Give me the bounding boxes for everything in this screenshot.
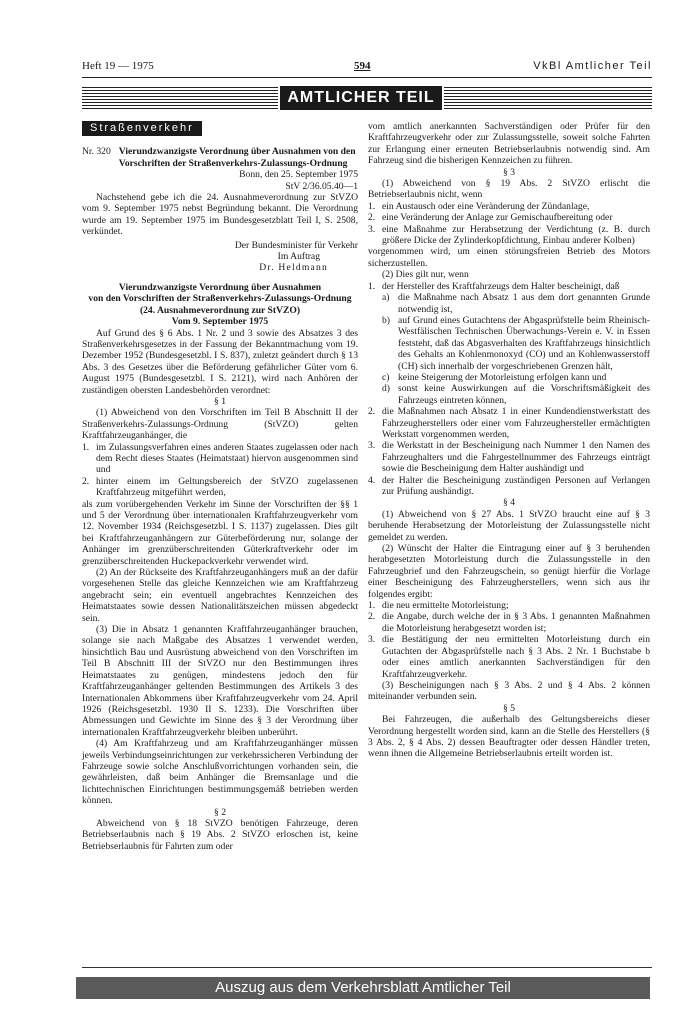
section-4-para-2: (2) Wünscht der Halter die Eintragung einer auf § 3 beruhenden herabgesetzten Motorleistung durch die Zulassungsstelle in den Fahrzeugbrief und den Fahrzeugschein, so genügt hierfür die Vorlage einer Bescheinigung des Fahrzeugherstellers, wenn sich aus ihr folgendes ergibt: (368, 543, 650, 600)
sub-item: c) keine Steigerung der Motorleistung erfolgen kann und (382, 371, 607, 383)
footer-rule (82, 967, 652, 968)
announcement-heading (82, 146, 358, 169)
section-5-heading: § 5 (503, 702, 515, 714)
signature-name: Dr. Heldmann (259, 262, 328, 274)
regulation-title-2: von den Vorschriften der Straßenverkehrs-Zulassungs-Ordnung (88, 293, 352, 305)
announcement-number: Nr. 320 (82, 146, 111, 158)
section-banner: AMTLICHER TEIL (280, 86, 442, 110)
banner-lines-left (82, 87, 278, 109)
section-3-heading: § 3 (503, 166, 515, 178)
announcement-title: Vierundzwanzigste Verordnung über Ausnahmen von den Vorschriften der Straßenverkehrs-Zulassungs-Ordnung (118, 146, 356, 169)
section-3-para-1: (1) Abweichend von § 19 Abs. 2 StVZO erlischt die Betriebserlaubnis nicht, wenn (368, 178, 650, 201)
list-item: 1. die neu ermittelte Motorleistung; (368, 600, 509, 612)
running-header (82, 60, 652, 76)
section-2-heading: § 2 (214, 806, 226, 818)
preamble: Auf Grund des § 6 Abs. 1 Nr. 2 und 3 sowie des Absatzes 3 des Straßenverkehrsgesetzes in der Fassung der Bekanntmachung vom 19. Dezember 1952 (Bundesgesetzbl. I S. 837), zuletzt geändert durch § 13 Abs. 3 des Gesetzes über die Beförderung gefährlicher Güter vom 6. August 1975 (Bundesgesetzbl. I S. 2121), wird nach Anhören der zuständigen obersten Landesbehörden verordnet: (82, 327, 358, 396)
section-5-para-1: Bei Fahrzeugen, die außerhalb des Geltungsbereichs dieser Verordnung hergestellt worden sind, kann an die Stelle des Herstellers (§ 3 Abs. 2, § 4 Abs. 2) dessen Beauftragter oder dessen Händler treten, wenn ihnen die Allgemeine Betriebserlaubnis erteilt worden ist. (368, 714, 650, 760)
section-4-para-1: (1) Abweichend von § 27 Abs. 1 StVZO braucht eine auf § 3 beruhende Herabsetzung der Motorleistung der Zulassungsstelle nicht gemeldet zu werden. (368, 508, 650, 543)
list-item: 2. die Maßnahmen nach Absatz 1 in einer Kundendienstwerkstatt des Fahrzeugherstellers oder einer vom Fahrzeughersteller ermächtigten Werkstatt vorgenommen werden, (368, 406, 650, 440)
section-1-para-3: (3) Die in Absatz 1 genannten Kraftfahrzeuganhänger brauchen, solange sie nach Maßgabe des Absatzes 1 verwendet werden, hinsichtlich Bau und Ausrüstung abweichend von den Vorschriften im Teil B Abschnitt III der StVZO nur den Bestimmungen ihres Heimatstaates zu genügen, mindestens jedoch den für Kraftfahrzeuganhänger geltenden Bestimmungen des Artikels 3 des Internationalen Abkommens über Kraftfahrzeugverkehr vom 24. April 1926 (Reichsgesetzbl. 1930 II S. 1233). Die Vorschriften über Abmessungen und Gewichte im Sinne des § 3 der Verordnung über internationalen Kraftfahrzeugverkehr bleiben unberührt. (82, 624, 358, 738)
section-1-para-4: (4) Am Kraftfahrzeug und am Kraftfahrzeuganhänger müssen jeweils Verbindungseinrichtungen zur verkehrssicheren Verbindung der Fahrzeuge sowie solche Anschlußvorrichtungen vorhanden sein, die gewährleisten, daß beim Anhänger die Bremsanlage und die lichttechnischen Einrichtungen bestimmungsgemäß betrieben werden können. (82, 738, 358, 807)
section-2-continuation: vom amtlich anerkannten Sachverständigen oder Prüfer für den Kraftfahrzeugverkehr oder zur Zulassungsstelle, soweit solche Fahrten zur Erlangung einer erneuten Betriebserlaubnis notwendig sind. Am Fahrzeug sind die bisherigen Kennzeichen zu führen. (368, 121, 650, 167)
list-item: 3. eine Maßnahme zur Herabsetzung der Verdichtung (z. B. durch größere Dicke der Zylinderkopfdichtung, Einbau anderer Kolben) (368, 223, 650, 247)
section-3-para-2: (2) Dies gilt nur, wenn (382, 269, 469, 281)
section-1-heading: § 1 (214, 395, 226, 407)
sub-item: b) auf Grund eines Gutachtens der Abgasprüfstelle beim Rheinisch-Westfälischen Technischen Überwachungs-Verein e. V. in Essen feststeht, daß das Abgasverhalten des Kraftfahrzeugs hinsichtlich des Gehalts an Kohlenmonoxyd (CO) und an Kohlenwasserstoff (CH) sich innerhalb der vorgeschriebenen Grenzen hält, (382, 314, 650, 372)
section-1-continuation: als zum vorübergehenden Verkehr im Sinne der Vorschriften der §§ 1 und 5 der Verordnung über internationalen Kraftfahrzeugverkehr vom 12. November 1934 (Reichsgesetzbl. I S. 1137) zugelassen. Dies gilt bei Kraftfahrzeuganhängern zur Güterbeförderung nur, solange der Anhänger im grenzüberschreitenden Güterkraftverkehr oder im grenzüberschreitenden Huckepackverkehr verwendet wird. (82, 498, 358, 567)
place-date: Bonn, den 25. September 1975 (239, 169, 358, 181)
signature-ministry: Der Bundesminister für Verkehr (234, 239, 358, 251)
section-4-para-3: (3) Bescheinigungen nach § 3 Abs. 2 und § 4 Abs. 2 können miteinander verbunden sein. (368, 679, 650, 703)
list-item: 3. die Werkstatt in der Bescheinigung nach Nummer 1 den Namen des Fahrzeughalters und die Fahrgestellnummer des Fahrzeugs einträgt sowie die Bescheinigung dem Halter aushändigt und (368, 440, 650, 475)
file-reference: StV 2/36.05.40—1 (285, 180, 358, 192)
right-column (368, 121, 650, 760)
section-1-para-1: (1) Abweichend von den Vorschriften im Teil B Abschnitt II der Straßenverkehrs-Zulassungs-Ordnung (StVZO) gelten Kraftfahrzeuganhänger, die (82, 407, 358, 442)
section-3-continuation: vorgenommen wird, um einen störungsfreien Betrieb des Motors sicherzustellen. (368, 246, 650, 269)
list-item: 1. der Hersteller des Kraftfahrzeugs dem Halter bescheinigt, daß (368, 280, 620, 292)
sub-item: a) die Maßnahme nach Absatz 1 aus dem dort genannten Grunde notwendig ist, (382, 292, 650, 315)
regulation-title-3: (24. Ausnahmeverordnung zur StVZO) (139, 304, 301, 316)
list-item: 2. eine Veränderung der Anlage zur Gemischaufbereitung oder (368, 212, 613, 224)
section-1-para-2: (2) An der Rückseite des Kraftfahrzeuganhängers muß an der dafür vorgesehenen Stelle das gleiche Kennzeichen wie am Kraftfahrzeug angebracht sein; ein eventuell angebrachtes Kennzeichen des Heimatstaates sowie dessen Nationalitätszeichen müssen abgedeckt sein. (82, 567, 358, 624)
list-item: 1. im Zulassungsverfahren eines anderen Staates zugelassen oder nach dem Recht dieses Staates (Heimatstaat) hiervon ausgenommen sind und (82, 441, 358, 476)
banner-lines-right (444, 87, 652, 109)
journal-section: VkBl Amtlicher Teil (533, 60, 652, 72)
list-item: 2. hinter einem im Geltungsbereich der StVZO zugelassenen Kraftfahrzeug mitgeführt werden, (82, 475, 358, 499)
page-number: 594 (354, 60, 371, 72)
left-column (82, 121, 358, 852)
regulation-title-1: Vierundzwanzigste Verordnung über Ausnahmen (118, 281, 322, 293)
intro-paragraph: Nachstehend gebe ich die 24. Ausnahmeverordnung zur StVZO vom 9. September 1975 nebst Begründung bekannt. Die Verordnung wurde am 19. September 1975 im Bundesgesetzblatt Teil I, S. 2508, verkündet. (82, 192, 358, 238)
list-item: 3. die Bestätigung der neu ermittelten Motorleistung durch ein Gutachten der Abgasprüfstelle nach § 3 Abs. 2 Nr. 1 Buchstabe b oder eines amtlich anerkannten Sachverständigen für den Kraftfahrzeugverkehr. (368, 634, 650, 680)
regulation-date: Vom 9. September 1975 (171, 316, 269, 328)
sub-item: d) sonst keine Auswirkungen auf die Vorschriftsmäßigkeit des Fahrzeugs eintreten können, (382, 383, 650, 406)
list-item: 4. der Halter die Bescheinigung zuständigen Personen auf Verlangen zur Prüfung aushändigt. (368, 474, 650, 497)
list-item: 1. ein Austausch oder eine Veränderung der Zündanlage, (368, 200, 590, 212)
section-4-heading: § 4 (503, 497, 515, 509)
list-item: 2. die Angabe, durch welche der in § 3 Abs. 1 genannten Maßnahmen die Motorleistung herabgesetzt worden ist; (368, 611, 650, 634)
ressort-label: Straßenverkehr (82, 121, 202, 136)
header-rule (82, 77, 652, 78)
section-2-para-1: Abweichend von § 18 StVZO benötigen Fahrzeuge, deren Betriebserlaubnis nach § 19 Abs. 2 StVZO erloschen ist, keine Betriebserlaubnis für Fahrten zum oder (82, 817, 358, 852)
issue-label: Heft 19 — 1975 (82, 60, 154, 72)
signature-order: Im Auftrag (277, 251, 320, 263)
footer-banner: Auszug aus dem Verkehrsblatt Amtlicher Teil (76, 977, 650, 999)
